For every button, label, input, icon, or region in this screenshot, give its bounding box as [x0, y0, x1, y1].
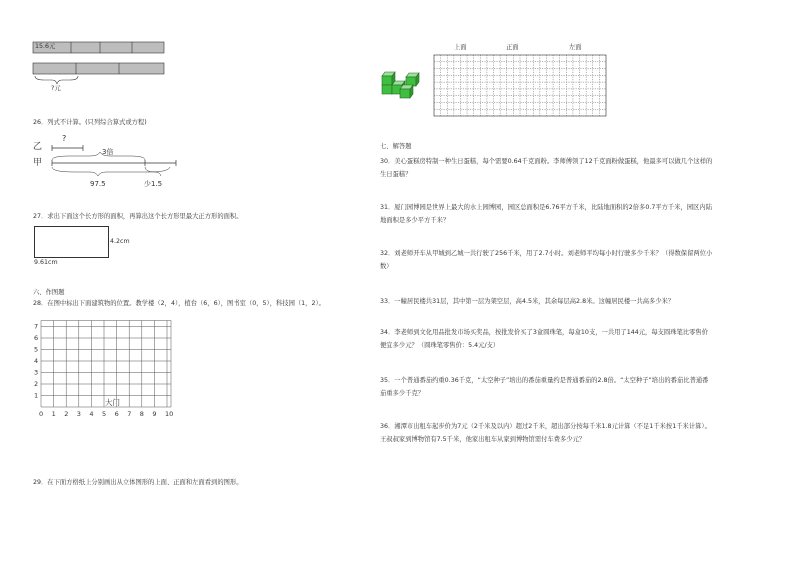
view-grid-border: [434, 55, 606, 116]
line-segment-diagram: [30, 130, 190, 190]
x-tick-label: 1: [51, 410, 56, 418]
question-33: 33．一幢居民楼共31层，其中第一层为架空层，高4.5米，其余每层高2.8米。这幢居民楼一共高多少米？: [380, 298, 675, 305]
question-34: 34．李老师到文化用品批发市场买奖品，按批发价买了3盒圆珠笔，每盒10支，一共用了144元，每支圆珠笔比零售价便宜多少元？（圆珠笔零售价：5.4元/支）: [380, 329, 709, 349]
section-7-heading: 七、解答题: [380, 143, 412, 150]
x-tick-label: 5: [102, 410, 107, 418]
label-jia: 甲: [33, 158, 43, 168]
label-yi: 乙: [33, 142, 43, 152]
bar-bottom-label: ?元: [51, 85, 61, 92]
y-tick-label: 7: [34, 322, 39, 331]
y-tick-label: 6: [34, 334, 39, 342]
x-tick-label: 10: [165, 410, 174, 418]
x-tick-label: 2: [64, 410, 69, 418]
y-tick-label: 2: [34, 380, 39, 388]
view-label-front: 正面: [506, 44, 519, 51]
label-total: 97.5: [90, 180, 106, 188]
question-32: 32．刘老师开车从甲城到乙城一共行驶了256千米，用了2.7小时。刘老师平均每小时行驶多少千米？（得数保留两位小数）: [380, 250, 713, 270]
x-tick-label: 3: [76, 410, 81, 418]
rectangle-figure: [34, 226, 109, 258]
view-label-top: 上面: [454, 44, 467, 51]
rect-width-label: 9.61cm: [34, 259, 58, 266]
y-tick-label: 3: [34, 368, 39, 377]
x-tick-label: 8: [139, 410, 144, 418]
question-26: 26．列式不计算。(只列综合算式或方程): [33, 119, 147, 126]
rect-height-label: 4.2cm: [110, 238, 130, 245]
x-tick-label: 7: [127, 410, 132, 418]
question-28: 28．在图中标出下面建筑物的位置。教学楼（2，4），植台（6，6），图书室（0，5），科技园（1，2）。: [33, 300, 325, 307]
view-label-left: 左面: [569, 44, 582, 51]
cube-solid-figure: [378, 66, 430, 102]
label-question: ?: [62, 134, 67, 143]
y-tick-label: 5: [34, 345, 39, 354]
bar-top-label: 15.6元: [35, 43, 56, 50]
question-35: 35．一个普通番茄约重0.36千克，“太空种子”培出的番茄重量约是普通番茄的2.8倍。“太空种子”培出的番茄比普通番茄重多少千克？: [380, 377, 709, 397]
label-less: 少1.5: [144, 180, 163, 188]
section-6-heading: 六、作图题: [33, 289, 65, 296]
x-tick-label: 4: [89, 410, 94, 418]
question-30: 30．美心蛋糕房特制一种生日蛋糕，每个需要0.64千克面粉。李师傅领了12千克面粉做蛋糕，他最多可以做几个这样的生日蛋糕？: [380, 158, 713, 178]
x-tick-label: 6: [114, 410, 119, 418]
gate-label: 大门: [105, 398, 120, 407]
x-tick-label: 9: [152, 410, 157, 418]
y-tick-label: 1: [34, 391, 39, 400]
question-31: 31．厦门园博园是世界上最大的水上园博园，园区总面积是6.76平方千米，比陆地面积的2倍多0.7平方千米，园区内陆地面积是多少平方千米？: [380, 204, 713, 224]
question-29: 29．在下面方格纸上分别画出从立体图形的上面、正面和左面看到的图形。: [33, 479, 243, 486]
coordinate-grid: [28, 315, 183, 420]
view-drawing-grid: [432, 53, 608, 119]
label-times: 3倍: [102, 148, 114, 156]
x-tick-label: 0: [39, 410, 44, 418]
question-36: 36．湘潭市出租车起步价为7元（2千米及以内）超过2千米，超出部分按每千米1.8元计算（不足1千米按1千米计算）。王叔叔家到博物馆有7.5千米，他家出租车从家到博物馆需付车费多少元？: [380, 423, 711, 443]
y-tick-label: 4: [34, 357, 39, 365]
question-27: 27．求出下面这个长方形的面积，再算出这个长方形里最大正方形的面积。: [33, 213, 243, 220]
